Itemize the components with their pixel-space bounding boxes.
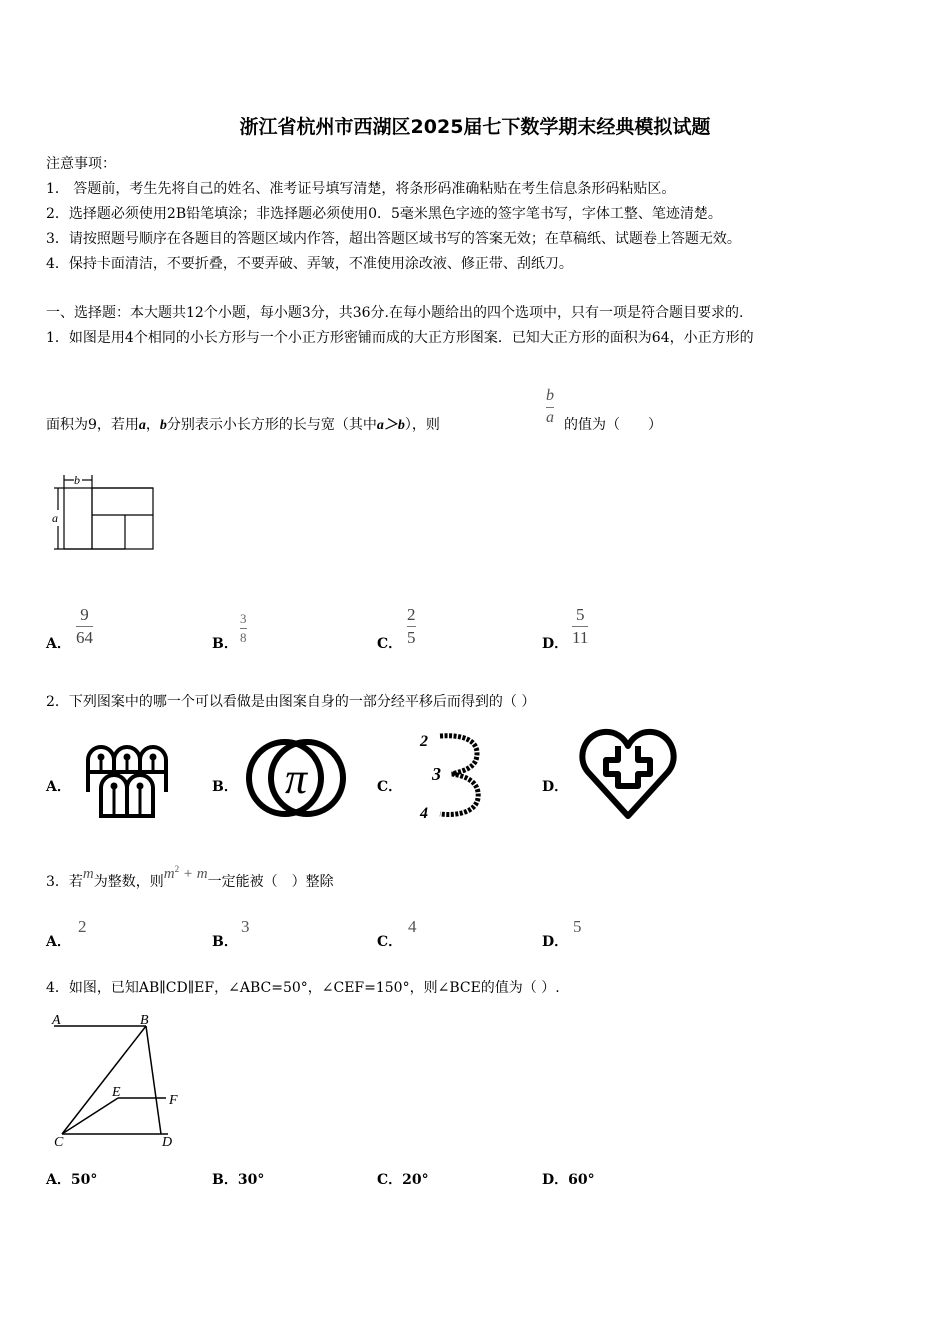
q1-line1: 1．如图是用4个相同的小长方形与一个小正方形密铺而成的大正方形图案．已知大正方形的面积为64，小正方形的 xyxy=(46,330,754,346)
q4-text: 4．如图，已知AB∥CD∥EF，∠ABC=50°，∠CEF=150°，则∠BCE的值为（ ）. xyxy=(46,980,560,996)
q2-option-d-letter: D． xyxy=(542,779,569,795)
q3-option-a-value[interactable]: 2 xyxy=(78,917,87,936)
q1-option-b-letter: B． xyxy=(212,636,238,652)
q1-sep: ， xyxy=(145,417,160,433)
q1-fraction-b-over-a: b a xyxy=(546,387,554,426)
q3-expr-m: m xyxy=(163,866,175,882)
q1-line2 xyxy=(46,414,440,434)
q3-option-a-letter: A． xyxy=(46,934,71,950)
q2-option-b-rings-pattern[interactable] xyxy=(245,733,347,823)
q1-option-a-fraction[interactable]: 9 64 xyxy=(76,605,93,647)
q1-fig-label-a: a xyxy=(52,511,58,525)
q1-text-a: 面积为9，若用 xyxy=(46,417,139,433)
section-heading: 一、选择题：本大题共12个小题，每小题3分，共36分.在每小题给出的四个选项中，只有一项是符合题目要求的. xyxy=(46,305,744,321)
q1-option-b-fraction[interactable]: 3 8 xyxy=(240,611,247,645)
q2-option-a-letter: A． xyxy=(46,779,71,795)
q4-label-f: F xyxy=(169,1093,178,1108)
q4-option-a[interactable]: A．50° xyxy=(46,1172,98,1188)
q3-expr-rest: + m xyxy=(179,866,208,882)
q4-option-d[interactable]: D．60° xyxy=(542,1172,595,1188)
q1-text-d: 的值为（ ） xyxy=(564,417,662,433)
q2-option-d-heart-pattern[interactable] xyxy=(578,724,680,822)
q1-condition: a＞b xyxy=(376,418,405,433)
q4-label-d: D xyxy=(162,1135,173,1148)
q1-var-b: b xyxy=(159,418,167,433)
q1-fig-label-b: b xyxy=(74,473,80,487)
notice-item-4: 4．保持卡面清洁，不要折叠，不要弄破、弄皱，不准使用涂改液、修正带、刮纸刀。 xyxy=(46,256,573,272)
q3-text-b: 为整数，则 xyxy=(93,874,164,890)
q3-option-b-value[interactable]: 3 xyxy=(241,917,250,936)
line-bd xyxy=(146,1026,161,1134)
page-title: 浙江省杭州市西湖区2025届七下数学期末经典模拟试题 xyxy=(239,116,711,138)
q1-option-c-fraction[interactable]: 2 5 xyxy=(407,605,416,647)
q2-digit-2: 2 xyxy=(420,733,428,750)
notice-heading: 注意事项： xyxy=(46,156,116,172)
line-bc xyxy=(62,1026,146,1134)
q1-text-c: ），则 xyxy=(404,417,440,433)
q3-line xyxy=(46,864,334,891)
q1-option-c-letter: C． xyxy=(377,636,403,652)
q4-label-b: B xyxy=(140,1013,149,1028)
q4-label-e: E xyxy=(112,1085,121,1100)
q3-option-d-value[interactable]: 5 xyxy=(573,917,582,936)
q2-option-a-scallop-pattern[interactable] xyxy=(82,730,174,822)
notice-item-3: 3．请按照题号顺序在各题目的答题区域内作答，超出答题区域书写的答案无效；在草稿纸、试题卷上答题无效。 xyxy=(46,231,741,247)
q4-figure xyxy=(48,1010,188,1148)
q3-option-c-value[interactable]: 4 xyxy=(408,917,417,936)
q2-option-b-letter: B． xyxy=(212,779,238,795)
q2-digit-3: 3 xyxy=(432,764,441,784)
q2-option-c-letter: C． xyxy=(377,779,403,795)
q3-var-m: m xyxy=(82,866,94,882)
q1-var-a: a xyxy=(138,418,146,433)
q2-option-c-numbers-pattern[interactable] xyxy=(418,728,490,822)
q4-label-a: A xyxy=(52,1013,61,1028)
line-ce xyxy=(62,1098,118,1134)
q1-option-d-letter: D． xyxy=(542,636,569,652)
q1-text-b: 分别表示小长方形的长与宽（其中 xyxy=(166,417,377,433)
q1-figure xyxy=(48,472,160,554)
q4-option-b[interactable]: B．30° xyxy=(212,1172,265,1188)
q2-pi-symbol: π xyxy=(284,754,308,803)
big-square-outline xyxy=(64,488,153,549)
q3-option-d-letter: D． xyxy=(542,934,569,950)
q2-digit-4: 4 xyxy=(420,805,428,822)
q3-option-b-letter: B． xyxy=(212,934,238,950)
q3-text-a: 3．若 xyxy=(46,874,83,890)
q3-option-c-letter: C． xyxy=(377,934,403,950)
q4-option-c[interactable]: C．20° xyxy=(377,1172,429,1188)
q1-option-a-letter: A． xyxy=(46,636,71,652)
q3-text-c: 一定能被（ ）整除 xyxy=(207,874,334,890)
q1-option-d-fraction[interactable]: 5 11 xyxy=(572,605,589,647)
notice-item-1: 1． 答题前，考生先将自己的姓名、准考证号填写清楚，将条形码准确粘贴在考生信息条形码粘贴区。 xyxy=(46,181,676,197)
q3-expr-exponent: 2 xyxy=(174,864,180,875)
q2-text: 2．下列图案中的哪一个可以看做是由图案自身的一部分经平移后而得到的（ ） xyxy=(46,694,536,710)
q4-label-c: C xyxy=(54,1135,64,1148)
notice-item-2: 2．选择题必须使用2B铅笔填涂；非选择题必须使用0．5毫米黑色字迹的签字笔书写，字体工整、笔迹清楚。 xyxy=(46,206,722,222)
